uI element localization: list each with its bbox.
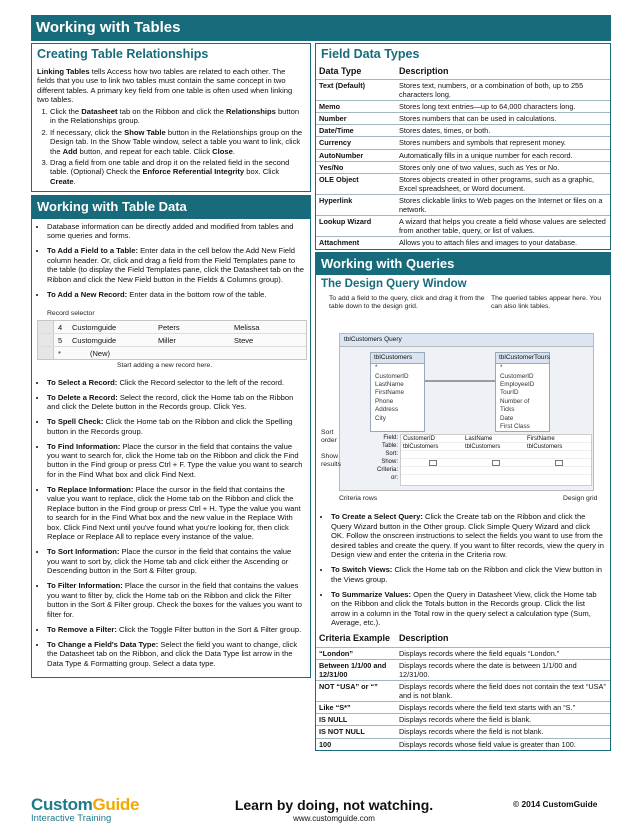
queries-heading: Working with Queries — [316, 253, 610, 275]
new-record-row[interactable]: * (New) — [58, 348, 110, 358]
table-row: Attachment Allows you to attach files and images to your database. — [316, 237, 610, 249]
left-column — [31, 43, 311, 678]
list-item: • To Remove a Filter: Click the Toggle Filter button in the Sort & Filter group. — [47, 625, 305, 634]
relationships-steps — [32, 105, 310, 192]
footer-copyright: © 2014 CustomGuide — [513, 799, 598, 809]
table-row: Currency Stores numbers and symbols that represent money. — [316, 137, 610, 149]
table-row: AutoNumber Automatically fills in a unique number for each record. — [316, 149, 610, 161]
checkbox-icon[interactable] — [429, 460, 437, 466]
table-row: Date/Time Stores dates, times, or both. — [316, 125, 610, 137]
sort-order-callout: Sort order — [321, 429, 337, 445]
step-1: 1. Click the Datasheet tab on the Ribbon and click the Relationships button in the Relationships group. — [50, 107, 304, 126]
table-row[interactable]: 4 Customguide Peters Melissa — [38, 321, 306, 334]
list-item: • To Replace Information: Place the cursor in the field that contains the value you want to replace, click the Home tab on the Ribbon and click the Replace button in the Find group or press Ctrl + H. Type the value you want to search for in the Find What box and the new value in the Replace With box. Click Find Next until you've found what you're looking for, then click Replace or Replace All to replace every instance of the value. — [47, 485, 305, 542]
relationships-intro: Linking Tables tells Access how two tables are related to each other. The fields that you use to link two tables must contain the same concept in two different tables. A primary key field from one table is often used when linking two tables. — [37, 66, 293, 105]
table-row: IS NOT NULL Displays records where the field is not blank. — [316, 726, 610, 738]
list-item: • To Change a Field's Data Type: Select the field you want to change, click the Datasheet tab on the Ribbon, and click the Data Type list arrow in the Data Type & Formatting group. Select a data type. — [47, 640, 305, 668]
list-item: • Database information can be directly added and modified from tables and some queries and forms. — [47, 222, 305, 241]
design-query-screenshot — [321, 295, 605, 507]
criteria-table — [316, 632, 610, 749]
list-item: • To Find Information: Place the cursor in the field that contains the value you want to search for, click the Home tab on the Ribbon and click the Find button in the Find group or press Ctrl + F. Type the value you want to search for in the Find What box and click Find Next. — [47, 442, 305, 480]
query-design-window — [339, 333, 594, 491]
criteria-rows-callout: Criteria rows — [339, 495, 378, 503]
table-row: OLE Object Stores objects created in other programs, such as a graphic, Excel spreadsheet, or Word document. — [316, 173, 610, 194]
list-item: • To Switch Views: Click the Home tab on the Ribbon and click the View button in the Views group. — [331, 565, 605, 584]
table-row[interactable]: 5 Customguide Miller Steve — [38, 334, 306, 347]
design-query-heading: The Design Query Window — [321, 277, 467, 290]
add-field-callout: To add a field to the query, click and drag it from the table down to the design grid. — [329, 295, 485, 311]
grid-table-row[interactable]: tblCustomers tblCustomers tblCustomers — [401, 443, 591, 451]
column-header: Description — [399, 65, 449, 76]
column-header: Description — [399, 633, 449, 644]
queries-bullets — [316, 509, 610, 632]
table-row: Text (Default) Stores text, numbers, or a combination of both, up to 255 characters long. — [316, 79, 610, 100]
list-item: • To Add a New Record: Enter data in the bottom row of the table. — [47, 290, 305, 299]
show-results-callout: Show results — [321, 453, 342, 469]
page-title: Working with Tables — [31, 15, 611, 41]
table-row: Like “S*” Displays records where the field text starts with an “S.” — [316, 702, 610, 714]
field-types-section — [315, 43, 611, 250]
grid-field-row[interactable]: CustomerID LastName FirstName — [401, 435, 591, 443]
table-row: Memo Stores long text entries—up to 64,000 characters long. — [316, 101, 610, 113]
table-row: Lookup Wizard A wizard that helps you create a field whose values are selected from another table, query, or list of values. — [316, 216, 610, 237]
list-item: • To Create a Select Query: Click the Create tab on the Ribbon and click the Query Wizard button in the Other group. Click Simple Query Wizard and click OK. Follow the onscreen instructions to select the fields you want to use from the desired tables and create the query. If you want to filter records, view the query in Design view and enter the criteria in the Criteria row. — [331, 512, 605, 559]
field-types-heading: Field Data Types — [321, 47, 420, 61]
table-data-section — [31, 195, 311, 677]
relationships-heading: Creating Table Relationships — [37, 47, 209, 61]
list-item: • To Sort Information: Place the cursor in the field that contains the value you want to sort by, click the Home tab and click either the Ascending or Descending button in the Sort & Filter group. — [47, 547, 305, 575]
table-row: Hyperlink Stores clickable links to Web pages on the Internet or files on a network. — [316, 194, 610, 215]
table-data-heading: Working with Table Data — [32, 196, 310, 218]
list-item: • To Filter Information: Place the cursor in the field that contains the values you want to filter by, click the Home tab on the Ribbon and click the Filter button in the Sort & Filter group. Check the boxes for the values you want to filter for. — [47, 581, 305, 619]
table-row: NOT “USA” or “” Displays records where the field does not contain the text “USA” and is not blank. — [316, 681, 610, 702]
footer-website[interactable]: www.customguide.com — [293, 814, 375, 823]
list-item: • To Delete a Record: Select the record, click the Home tab on the Ribbon and click the Delete button in the Records group. Click Yes. — [47, 393, 305, 412]
right-column — [315, 43, 611, 751]
grid-show-row[interactable] — [401, 459, 591, 467]
list-item: • To Summarize Values: Open the Query in Datasheet View, click the Home tab on the Ribbon and click the Totals button in the Records group. Click the list arrow in a column in the Total row in the query select a calculation type (Sum, Average, etc.). — [331, 590, 605, 628]
design-grid-callout: Design grid — [563, 495, 598, 503]
datasheet-grid — [37, 320, 307, 360]
list-item: • To Spell Check: Click the Home tab on the Ribbon and click the Spelling button in the Records group. — [47, 417, 305, 436]
step-2: 2. If necessary, click the Show Table button in the Relationships group on the Design tab. In the Show Table window, select a table you want to link, click the Add button, and repeat for each table. Click Close. — [50, 128, 304, 156]
column-header: Criteria Example — [319, 633, 391, 644]
customguide-logo: CustomGuide Interactive Training — [31, 795, 140, 825]
datasheet-screenshot — [37, 310, 305, 372]
query-window-title: tblCustomers Query — [340, 334, 593, 347]
design-grid[interactable] — [400, 434, 592, 486]
table-box-customer-tours[interactable]: tblCustomerTours * CustomerID EmployeeID TourID Number of Ticks Date First Class — [495, 352, 550, 432]
list-item: • To Select a Record: Click the Record selector to the left of the record. — [47, 378, 305, 387]
relationship-line — [425, 379, 495, 383]
grid-sort-row[interactable] — [401, 451, 591, 459]
record-selector-callout: Record selector — [47, 309, 95, 317]
table-row: 100 Displays records whose field value is greater than 100. — [316, 738, 610, 750]
table-row: Number Stores numbers that can be used in calculations. — [316, 113, 610, 125]
checkbox-icon[interactable] — [492, 460, 500, 466]
step-3: 3. Drag a field from one table and drop it on the related field in the second table. (Optional) Check the Enforce Referential Integrity box. Click Create. — [50, 158, 304, 186]
list-item: • To Add a Field to a Table: Enter data in the cell below the Add New Field column header. Or, click and drag a field from the Field Templates pane to the table (to display the Field Templates pane, click the Datasheet tab on the Ribbon and click the New Field button in the Fields & Columns group). — [47, 246, 305, 284]
table-data-bullets — [32, 219, 310, 308]
footer-tagline: Learn by doing, not watching. — [234, 797, 434, 813]
table-data-bullets-2 — [32, 378, 310, 677]
table-box-customers[interactable]: tblCustomers * CustomerID LastName FirstName Phone Address City — [370, 352, 425, 432]
table-row: IS NULL Displays records where the field is blank. — [316, 714, 610, 726]
table-row: “London” Displays records where the field equals “London.” — [316, 647, 610, 659]
checkbox-icon[interactable] — [555, 460, 563, 466]
grid-criteria-row[interactable] — [401, 467, 591, 475]
queries-section — [315, 252, 611, 751]
queried-tables-callout: The queried tables appear here. You can also link tables. — [491, 295, 601, 311]
grid-row-labels: Field: Table: Sort: Show: Criteria: or: — [376, 435, 398, 482]
new-record-callout: Start adding a new record here. — [117, 361, 213, 369]
relationships-section — [31, 43, 311, 192]
table-row: Between 1/1/00 and 12/31/00 Displays records where the date is between 1/1/00 and 12/31/00. — [316, 659, 610, 680]
table-row: Yes/No Stores only one of two values, such as Yes or No. — [316, 161, 610, 173]
field-types-table — [316, 65, 610, 249]
column-header: Data Type — [319, 65, 362, 76]
